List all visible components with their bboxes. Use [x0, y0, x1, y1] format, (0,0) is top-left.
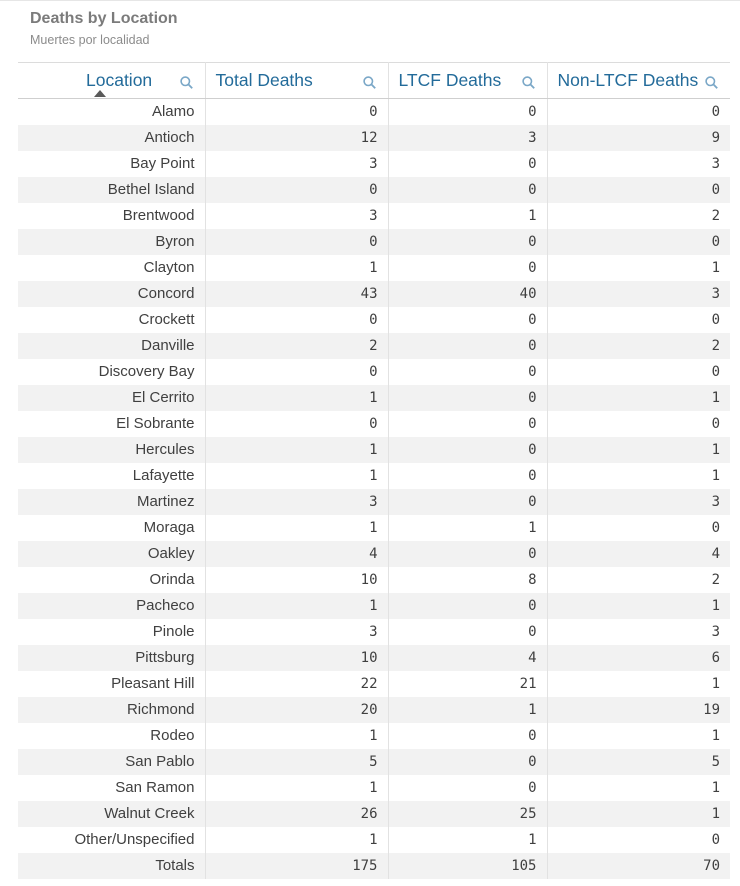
total-deaths-cell: 3	[205, 151, 388, 177]
non-ltcf-deaths-cell: 1	[547, 437, 730, 463]
table-row[interactable]	[18, 593, 730, 619]
non-ltcf-deaths-cell: 0	[711, 831, 720, 848]
location-cell[interactable]: Crockett	[18, 307, 205, 333]
table-row[interactable]	[18, 125, 730, 151]
total-deaths-cell: 0	[205, 411, 388, 437]
non-ltcf-deaths-cell: 1	[711, 779, 720, 796]
search-icon[interactable]	[363, 76, 376, 89]
total-deaths-cell: 12	[205, 125, 388, 151]
ltcf-deaths-cell: 1	[388, 827, 547, 853]
table-row[interactable]	[18, 775, 730, 801]
location-cell[interactable]: Clayton	[18, 255, 205, 281]
location-cell[interactable]: San Ramon	[18, 775, 205, 801]
table-row[interactable]	[18, 541, 730, 567]
table-row[interactable]	[18, 723, 730, 749]
column-header-non-ltcf-deaths[interactable]	[547, 63, 730, 99]
total-deaths-cell: 1	[205, 593, 388, 619]
total-deaths-cell: 0	[205, 99, 388, 125]
table-row[interactable]	[18, 203, 730, 229]
table-header-row	[18, 63, 730, 99]
table-row[interactable]	[18, 385, 730, 411]
total-deaths-cell: 1	[205, 515, 388, 541]
non-ltcf-deaths-cell: 0	[711, 363, 720, 380]
ltcf-deaths-cell: 0	[388, 463, 547, 489]
ltcf-deaths-cell: 21	[388, 671, 547, 697]
location-cell[interactable]: Other/Unspecified	[18, 827, 205, 853]
total-deaths-cell: 10	[205, 645, 388, 671]
ltcf-deaths-cell: 0	[388, 359, 547, 385]
non-ltcf-deaths-total: 70	[547, 853, 730, 879]
table-row[interactable]	[18, 463, 730, 489]
ltcf-deaths-cell: 0	[388, 437, 547, 463]
location-cell[interactable]: Pinole	[18, 619, 205, 645]
non-ltcf-deaths-cell: 0	[711, 311, 720, 328]
non-ltcf-deaths-cell: 1	[711, 467, 720, 484]
location-cell[interactable]: Pittsburg	[18, 645, 205, 671]
location-cell[interactable]: Antioch	[18, 125, 205, 151]
non-ltcf-deaths-cell: 9	[547, 125, 730, 151]
location-cell[interactable]: Orinda	[18, 567, 205, 593]
table-body	[18, 99, 730, 879]
total-deaths-cell: 1	[205, 775, 388, 801]
table-row[interactable]	[18, 489, 730, 515]
location-cell[interactable]: Alamo	[18, 99, 205, 125]
total-deaths-cell: 2	[205, 333, 388, 359]
total-deaths-cell: 0	[205, 307, 388, 333]
non-ltcf-deaths-cell: 1	[547, 801, 730, 827]
table-row[interactable]	[18, 281, 730, 307]
location-cell[interactable]: Rodeo	[18, 723, 205, 749]
deaths-table-container	[18, 62, 730, 879]
ltcf-deaths-cell: 0	[388, 99, 547, 125]
search-icon[interactable]	[180, 76, 193, 89]
table-row[interactable]	[18, 671, 730, 697]
ltcf-deaths-cell: 0	[388, 619, 547, 645]
table-row[interactable]	[18, 99, 730, 125]
location-cell[interactable]: El Sobrante	[18, 411, 205, 437]
table-row[interactable]	[18, 177, 730, 203]
non-ltcf-deaths-cell: 19	[547, 697, 730, 723]
ltcf-deaths-cell: 0	[388, 307, 547, 333]
location-cell[interactable]: Lafayette	[18, 463, 205, 489]
ltcf-deaths-cell: 0	[388, 151, 547, 177]
total-deaths-cell: 3	[205, 489, 388, 515]
top-divider	[0, 0, 740, 1]
search-icon[interactable]	[705, 76, 718, 89]
ltcf-deaths-cell: 1	[388, 697, 547, 723]
non-ltcf-deaths-cell: 2	[711, 207, 720, 224]
table-row[interactable]	[18, 437, 730, 463]
column-header-label: Non-LTCF Deaths	[557, 70, 699, 90]
non-ltcf-deaths-cell: 0	[547, 229, 730, 255]
total-deaths-cell: 22	[205, 671, 388, 697]
table-row[interactable]	[18, 827, 730, 853]
non-ltcf-deaths-cell: 2	[711, 571, 720, 588]
total-deaths-cell: 26	[205, 801, 388, 827]
total-deaths-cell: 43	[205, 281, 388, 307]
non-ltcf-deaths-cell: 0	[711, 103, 720, 120]
column-header-total-deaths[interactable]	[205, 63, 388, 99]
location-cell[interactable]: Moraga	[18, 515, 205, 541]
non-ltcf-deaths-cell: 1	[711, 675, 720, 692]
table-title: Deaths by Location	[30, 10, 178, 27]
total-deaths-cell: 1	[205, 463, 388, 489]
ltcf-deaths-cell: 1	[388, 515, 547, 541]
ltcf-deaths-cell: 25	[388, 801, 547, 827]
non-ltcf-deaths-cell: 3	[547, 489, 730, 515]
table-row[interactable]	[18, 697, 730, 723]
total-deaths-cell: 0	[205, 359, 388, 385]
total-deaths-cell: 3	[205, 619, 388, 645]
table-row[interactable]	[18, 645, 730, 671]
column-header-label: Total Deaths	[215, 70, 313, 90]
total-deaths-cell: 20	[205, 697, 388, 723]
ltcf-deaths-cell: 0	[388, 177, 547, 203]
location-cell[interactable]: Bay Point	[18, 151, 205, 177]
ltcf-deaths-cell: 0	[388, 229, 547, 255]
total-deaths-cell: 1	[205, 723, 388, 749]
table-row[interactable]	[18, 619, 730, 645]
table-row[interactable]	[18, 255, 730, 281]
location-cell[interactable]: Martinez	[18, 489, 205, 515]
ltcf-deaths-total: 105	[388, 853, 547, 879]
non-ltcf-deaths-cell: 4	[547, 541, 730, 567]
location-cell[interactable]: Pleasant Hill	[18, 671, 205, 697]
ltcf-deaths-cell: 0	[388, 333, 547, 359]
location-cell[interactable]: Concord	[18, 281, 205, 307]
total-deaths-cell: 3	[205, 203, 388, 229]
non-ltcf-deaths-cell: 3	[711, 623, 720, 640]
ltcf-deaths-cell: 0	[388, 723, 547, 749]
ltcf-deaths-cell: 8	[388, 567, 547, 593]
location-cell[interactable]: Discovery Bay	[18, 359, 205, 385]
total-deaths-cell: 5	[205, 749, 388, 775]
column-header-location[interactable]	[18, 63, 205, 99]
deaths-by-location-table	[18, 62, 730, 879]
table-row[interactable]	[18, 307, 730, 333]
totals-label: Totals	[18, 853, 205, 879]
column-header-label: Location	[86, 70, 153, 90]
location-cell[interactable]: Richmond	[18, 697, 205, 723]
location-cell[interactable]: Byron	[18, 229, 205, 255]
total-deaths-cell: 1	[205, 385, 388, 411]
location-cell[interactable]: Brentwood	[18, 203, 205, 229]
location-cell[interactable]: Hercules	[18, 437, 205, 463]
table-subtitle: Muertes por localidad	[30, 33, 150, 47]
column-header-ltcf-deaths[interactable]	[388, 63, 547, 99]
non-ltcf-deaths-cell: 3	[547, 281, 730, 307]
ltcf-deaths-cell: 0	[388, 541, 547, 567]
non-ltcf-deaths-cell: 0	[711, 519, 720, 536]
ltcf-deaths-cell: 40	[388, 281, 547, 307]
location-cell[interactable]: Danville	[18, 333, 205, 359]
total-deaths-cell: 0	[205, 177, 388, 203]
table-row[interactable]	[18, 359, 730, 385]
table-row[interactable]	[18, 515, 730, 541]
non-ltcf-deaths-cell: 1	[711, 259, 720, 276]
ltcf-deaths-cell: 0	[388, 411, 547, 437]
non-ltcf-deaths-cell: 1	[547, 593, 730, 619]
non-ltcf-deaths-cell: 5	[547, 749, 730, 775]
non-ltcf-deaths-cell: 2	[547, 333, 730, 359]
table-row[interactable]	[18, 801, 730, 827]
total-deaths-cell: 1	[205, 437, 388, 463]
location-cell[interactable]: San Pablo	[18, 749, 205, 775]
total-deaths-cell: 4	[205, 541, 388, 567]
location-cell[interactable]: Pacheco	[18, 593, 205, 619]
non-ltcf-deaths-cell: 1	[711, 727, 720, 744]
non-ltcf-deaths-cell: 3	[711, 155, 720, 172]
table-row[interactable]	[18, 333, 730, 359]
column-header-label: LTCF Deaths	[398, 70, 502, 90]
ltcf-deaths-cell: 0	[388, 385, 547, 411]
table-row[interactable]	[18, 411, 730, 437]
table-row[interactable]	[18, 229, 730, 255]
total-deaths-cell: 10	[205, 567, 388, 593]
total-deaths-total: 175	[205, 853, 388, 879]
sort-ascending-icon[interactable]	[94, 90, 106, 97]
ltcf-deaths-cell: 0	[388, 489, 547, 515]
location-cell[interactable]: Bethel Island	[18, 177, 205, 203]
ltcf-deaths-cell: 0	[388, 255, 547, 281]
totals-row	[18, 853, 730, 879]
ltcf-deaths-cell: 0	[388, 775, 547, 801]
table-row[interactable]	[18, 567, 730, 593]
table-row[interactable]	[18, 151, 730, 177]
non-ltcf-deaths-cell: 6	[547, 645, 730, 671]
table-row[interactable]	[18, 749, 730, 775]
total-deaths-cell: 0	[205, 229, 388, 255]
search-icon[interactable]	[522, 76, 535, 89]
location-cell[interactable]: Oakley	[18, 541, 205, 567]
non-ltcf-deaths-cell: 0	[711, 415, 720, 432]
ltcf-deaths-cell: 1	[388, 203, 547, 229]
non-ltcf-deaths-cell: 1	[547, 385, 730, 411]
total-deaths-cell: 1	[205, 827, 388, 853]
location-cell[interactable]: El Cerrito	[18, 385, 205, 411]
ltcf-deaths-cell: 0	[388, 749, 547, 775]
ltcf-deaths-cell: 3	[388, 125, 547, 151]
ltcf-deaths-cell: 0	[388, 593, 547, 619]
non-ltcf-deaths-cell: 0	[547, 177, 730, 203]
location-cell[interactable]: Walnut Creek	[18, 801, 205, 827]
ltcf-deaths-cell: 4	[388, 645, 547, 671]
total-deaths-cell: 1	[205, 255, 388, 281]
